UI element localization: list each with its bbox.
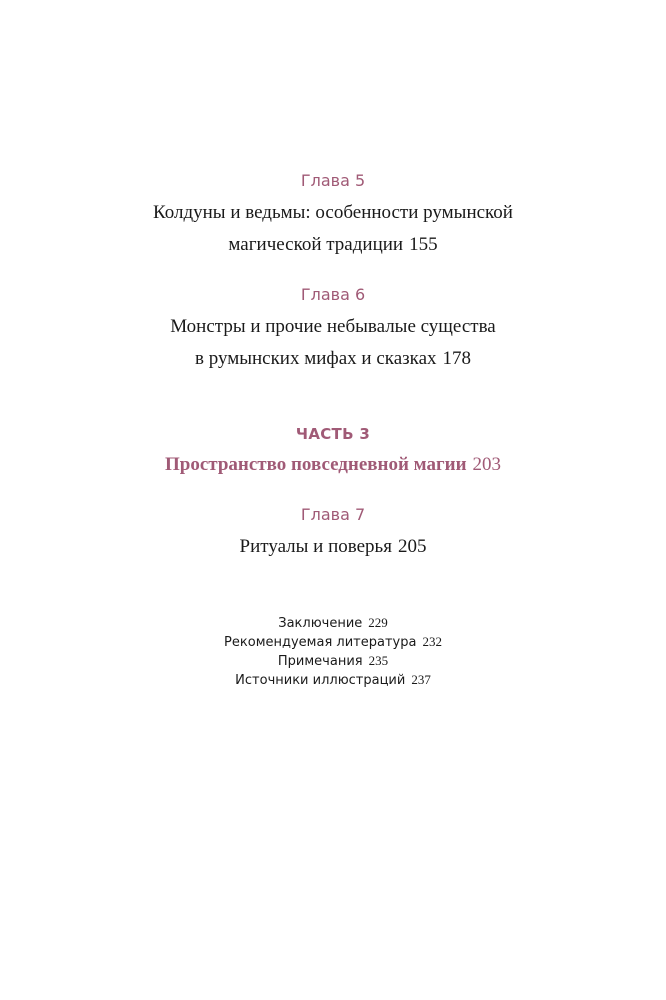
part-3-page-number: 203 bbox=[472, 454, 502, 475]
chapter-7-label: Глава 7 bbox=[300, 505, 366, 524]
chapter-5-label: Глава 5 bbox=[300, 171, 366, 190]
back-matter-title: Заключение bbox=[278, 616, 363, 631]
back-matter-page: 235 bbox=[368, 653, 389, 668]
list-item bbox=[0, 633, 666, 652]
list-item bbox=[0, 671, 666, 690]
chapter-5-title-line-1: Колдуны и ведьмы: особенности румынской bbox=[153, 202, 513, 223]
part-3-title-text: Пространство повседневной магии bbox=[164, 454, 467, 475]
back-matter-page: 237 bbox=[411, 672, 431, 687]
back-matter-page: 232 bbox=[422, 634, 442, 649]
chapter-7-title-text: Ритуалы и поверья bbox=[239, 536, 392, 557]
chapter-5-title-line-2 bbox=[0, 229, 666, 261]
back-matter-title: Рекомендуемая литература bbox=[224, 635, 417, 650]
back-matter-title: Источники иллюстраций bbox=[235, 673, 406, 688]
back-matter-title: Примечания bbox=[277, 654, 363, 669]
chapter-7-page-number: 205 bbox=[397, 536, 427, 557]
chapter-5-title bbox=[0, 197, 666, 261]
chapter-6-label: Глава 6 bbox=[300, 285, 366, 304]
list-item bbox=[0, 614, 666, 633]
chapter-7-title bbox=[0, 531, 666, 563]
chapter-6-title-line-2 bbox=[0, 343, 666, 375]
chapter-6-page-number: 178 bbox=[442, 348, 472, 369]
part-3-label: ЧАСТЬ 3 bbox=[295, 425, 371, 443]
chapter-6-title-line-1: Монстры и прочие небывалые существа bbox=[170, 316, 496, 337]
list-item bbox=[0, 652, 666, 671]
chapter-5-title-line-2-text: магической традиции bbox=[228, 234, 404, 255]
part-3-title bbox=[0, 452, 666, 478]
back-matter-page: 229 bbox=[368, 615, 388, 630]
back-matter-list bbox=[0, 614, 666, 690]
chapter-5-page-number: 155 bbox=[409, 234, 438, 255]
chapter-6-title-line-2-text: в румынских мифах и сказках bbox=[194, 348, 437, 369]
chapter-6-title bbox=[0, 311, 666, 375]
